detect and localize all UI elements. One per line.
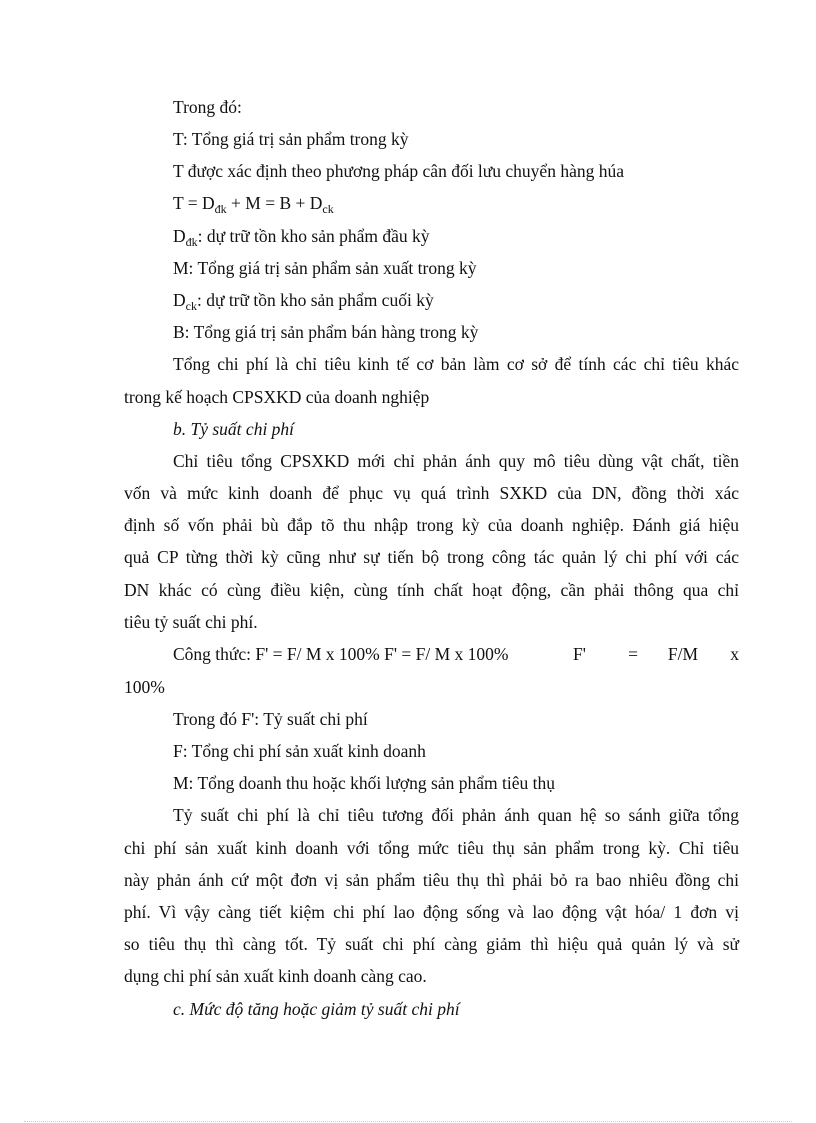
- text-line: M: Tổng doanh thu hoặc khối lượng sản phẩm tiêu thụ: [173, 773, 555, 793]
- section-heading-b: b. Tỷ suất chi phí: [173, 419, 295, 439]
- page-footer-divider: [24, 1121, 792, 1122]
- paragraph-line: Tổng chi phí là chỉ tiêu kinh tế cơ bản làm cơ sở để tính các chỉ tiêu khác: [173, 354, 739, 374]
- formula-right: [573, 643, 739, 665]
- symbol: D: [173, 290, 186, 310]
- formula-left: Công thức: F' = F/ M x 100% F' = F/ M x 100%: [173, 644, 509, 664]
- paragraph-line: chi phí sản xuất kinh doanh với tổng mức tiêu thụ sản phẩm trong kỳ. Chỉ tiêu: [124, 838, 739, 858]
- text-line: T: Tổng giá trị sản phẩm trong kỳ: [173, 129, 409, 149]
- paragraph-line: này phản ánh cứ một đơn vị sản phẩm tiêu thụ thì phải bỏ ra bao nhiêu đồng chi: [124, 870, 739, 890]
- formula-part: x: [730, 644, 739, 664]
- formula-text: + M = B + D: [226, 193, 323, 213]
- subscript: ck: [185, 299, 197, 313]
- text-line: F: Tổng chi phí sản xuất kinh doanh: [173, 741, 426, 761]
- paragraph-line: vốn và mức kinh doanh để phục vụ quá trình SXKD của DN, đồng thời xác: [124, 483, 739, 503]
- formula-continuation: 100%: [124, 677, 165, 697]
- paragraph-line: định số vốn phải bù đắp tõ thu nhập trong kỳ của doanh nghiệp. Đánh giá hiệu: [124, 515, 739, 535]
- paragraph-line: phí. Vì vậy càng tiết kiệm chi phí lao động sống và lao động vật hóa/ 1 đơn vị: [124, 902, 739, 922]
- text-line: M: Tổng giá trị sản phẩm sản xuất trong kỳ: [173, 258, 477, 278]
- text-line: Trong đó F': Tỷ suất chi phí: [173, 709, 368, 729]
- definition-line: [173, 225, 739, 247]
- formula-part: =: [628, 644, 638, 664]
- definition-text: : dự trữ tồn kho sản phẩm cuối kỳ: [196, 290, 434, 310]
- formula-text: T = D: [173, 193, 215, 213]
- text-line: T được xác định theo phương pháp cân đối lưu chuyển hàng húa: [173, 161, 624, 181]
- paragraph-line: Chỉ tiêu tổng CPSXKD mới chỉ phản ánh quy mô tiêu dùng vật chất, tiền: [173, 451, 739, 471]
- formula-line: [173, 643, 739, 665]
- definition-line: [173, 289, 739, 311]
- section-heading-c: c. Mức độ tăng hoặc giảm tỷ suất chi phí: [173, 999, 460, 1019]
- formula-part: F': [573, 644, 586, 664]
- formula-part: F/M: [667, 644, 699, 664]
- text-line: Trong đó:: [173, 97, 242, 117]
- paragraph-line: DN khác có cùng điều kiện, cùng tính chất hoạt động, cần phải thông qua chỉ: [124, 580, 739, 600]
- formula-balance: [173, 192, 739, 214]
- definition-text: : dự trữ tồn kho sản phẩm đầu kỳ: [197, 226, 430, 246]
- text-line: B: Tổng giá trị sản phẩm bán hàng trong kỳ: [173, 322, 479, 342]
- subscript: ck: [322, 202, 334, 216]
- symbol: D: [173, 226, 186, 246]
- paragraph-line: dụng chi phí sản xuất kinh doanh càng cao.: [124, 966, 427, 986]
- paragraph-line: Tỷ suất chi phí là chỉ tiêu tương đối phản ánh quan hệ so sánh giữa tổng: [173, 805, 739, 825]
- subscript: đk: [214, 202, 227, 216]
- paragraph-line: quả CP từng thời kỳ cũng như sự tiến bộ trong công tác quản lý chi phí với các: [124, 547, 739, 567]
- paragraph-line: tiêu tỷ suất chi phí.: [124, 612, 258, 632]
- paragraph-line: so tiêu thụ thì càng tốt. Tỷ suất chi phí càng giảm thì hiệu quả quản lý và sử: [124, 934, 739, 954]
- paragraph-line: trong kế hoạch CPSXKD của doanh nghiệp: [124, 387, 430, 407]
- subscript: đk: [185, 235, 198, 249]
